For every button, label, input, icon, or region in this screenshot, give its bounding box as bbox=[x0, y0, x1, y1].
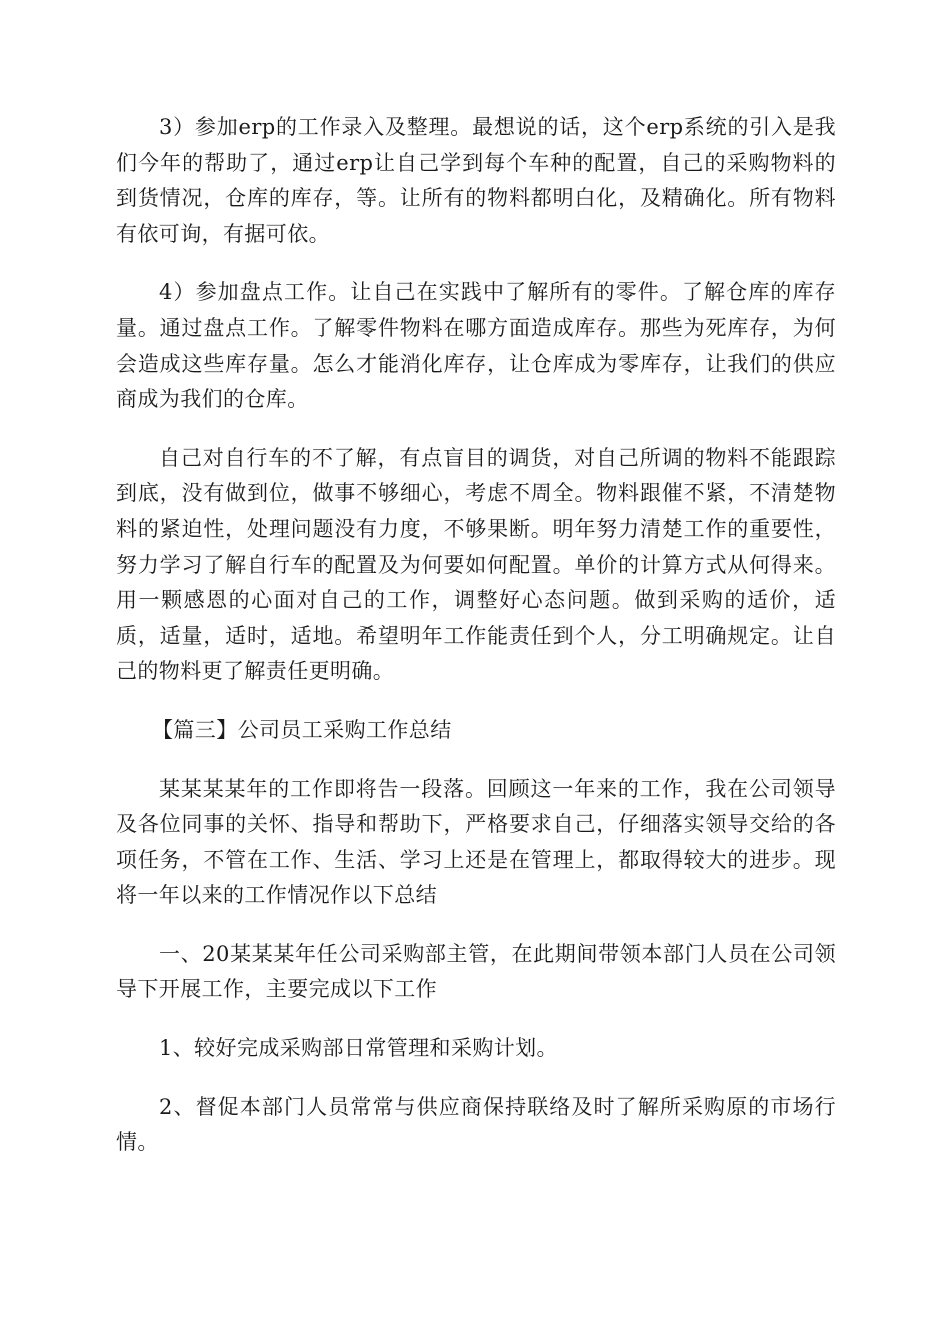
paragraph-erp: 3）参加erp的工作录入及整理。最想说的话，这个erp系统的引入是我们今年的帮助了，通过erp让自己学到每个车种的配置，自己的采购物料的到货情况，仓库的库存，等。让所有的物料都明白化，及精确化。所有物料有依可询，有据可依。 bbox=[116, 115, 836, 246]
section-heading: 【篇三】公司员工采购工作总结 bbox=[152, 717, 452, 742]
list-item-2: 2、督促本部门人员常常与供应商保持联络及时了解所采购原的市场行情。 bbox=[116, 1094, 836, 1155]
paragraph-intro: 某某某某年的工作即将告一段落。回顾这一年来的工作，我在公司领导及各位同事的关怀、指导和帮助下，严格要求自己，仔细落实领导交给的各项任务，不管在工作、生活、学习上还是在管理上，都取得较大的进步。现将一年以来的工作情况作以下总结 bbox=[116, 776, 836, 908]
paragraph-point-one: 一、20某某某年任公司采购部主管，在此期间带领本部门人员在公司领导下开展工作，主要完成以下工作 bbox=[116, 941, 836, 1002]
paragraph-self-review: 自己对自行车的不了解，有点盲目的调货，对自己所调的物料不能跟踪到底，没有做到位，做事不够细心，考虑不周全。物料跟催不紧，不清楚物料的紧迫性，处理问题没有力度，不够果断。明年努力清楚工作的重要性，努力学习了解自行车的配置及为何要如何配置。单价的计算方式从何得来。用一颗感恩的心面对自己的工作，调整好心态问题。做到采购的适价，适质，适量，适时，适地。希望明年工作能责任到个人，分工明确规定。让自己的物料更了解责任更明确。 bbox=[116, 445, 836, 684]
document-body bbox=[116, 110, 836, 1184]
paragraph-inventory: 4）参加盘点工作。让自己在实践中了解所有的零件。了解仓库的库存量。通过盘点工作。了解零件物料在哪方面造成库存。那些为死库存，为何会造成这些库存量。怎么才能消化库存，让仓库成为零库存，让我们的供应商成为我们的仓库。 bbox=[116, 280, 836, 412]
list-item-1: 1、较好完成采购部日常管理和采购计划。 bbox=[159, 1036, 558, 1061]
